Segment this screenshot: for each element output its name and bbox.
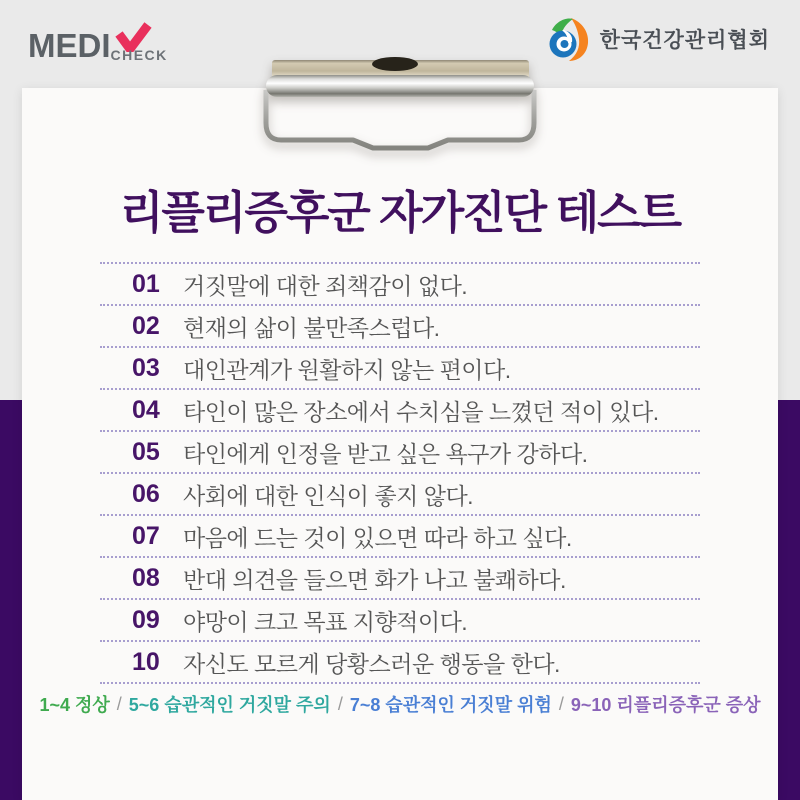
kahp-swirl-icon bbox=[544, 16, 590, 62]
checklist-row bbox=[100, 430, 700, 472]
item-number: 02 bbox=[132, 311, 160, 340]
checklist-row bbox=[100, 556, 700, 598]
kahp-logo bbox=[544, 16, 770, 62]
checklist-row bbox=[100, 262, 700, 304]
legend-segment-danger: 7~8 습관적인 거짓말 위험 bbox=[349, 695, 552, 715]
score-legend bbox=[0, 691, 800, 717]
medicheck-logo-check-text: CHECK bbox=[110, 47, 168, 63]
item-text: 야망이 크고 목표 지향적이다. bbox=[183, 608, 468, 635]
clip-wire bbox=[266, 90, 534, 148]
item-text: 사회에 대한 인식이 좋지 않다. bbox=[183, 482, 474, 509]
item-number: 08 bbox=[132, 563, 160, 592]
item-number: 09 bbox=[132, 605, 160, 634]
checklist-row bbox=[100, 514, 700, 556]
checklist-row bbox=[100, 304, 700, 346]
legend-segment-caution: 5~6 습관적인 거짓말 주의 bbox=[128, 695, 331, 715]
kahp-logo-text: 한국건강관리협회 bbox=[599, 29, 770, 52]
clipboard-clip bbox=[255, 55, 545, 160]
clip-chrome-roller bbox=[266, 75, 534, 97]
checklist-row bbox=[100, 388, 700, 430]
item-text: 타인이 많은 장소에서 수치심을 느꼈던 적이 있다. bbox=[183, 398, 659, 425]
item-number: 03 bbox=[132, 353, 160, 382]
item-text: 자신도 모르게 당황스러운 행동을 한다. bbox=[183, 650, 560, 677]
poster-title: 리플리증후군 자가진단 테스트 bbox=[119, 187, 681, 238]
legend-separator: / bbox=[337, 693, 343, 714]
item-text: 타인에게 인정을 받고 싶은 욕구가 강하다. bbox=[183, 440, 588, 467]
checklist-row bbox=[100, 472, 700, 514]
item-number: 06 bbox=[132, 479, 160, 508]
legend-separator: / bbox=[558, 693, 564, 714]
item-text: 마음에 드는 것이 있으면 따라 하고 싶다. bbox=[183, 524, 572, 551]
medicheck-logo-medi-text: MEDI bbox=[28, 27, 111, 64]
legend-segment-normal: 1~4 정상 bbox=[39, 695, 110, 715]
checklist-row bbox=[100, 640, 700, 682]
checklist-row bbox=[100, 346, 700, 388]
item-text: 대인관계가 원활하지 않는 편이다. bbox=[183, 356, 511, 383]
item-number: 01 bbox=[132, 269, 160, 298]
medicheck-logo bbox=[28, 22, 168, 62]
item-number: 07 bbox=[132, 521, 160, 550]
checklist-row bbox=[100, 598, 700, 640]
legend-separator: / bbox=[116, 693, 122, 714]
item-text: 현재의 삶이 불만족스럽다. bbox=[183, 314, 440, 341]
item-number: 04 bbox=[132, 395, 160, 424]
checklist bbox=[100, 262, 700, 684]
item-number: 10 bbox=[132, 647, 160, 676]
item-text: 거짓말에 대한 죄책감이 없다. bbox=[183, 272, 468, 299]
item-number: 05 bbox=[132, 437, 160, 466]
legend-segment-symptom: 9~10 리플리증후군 증상 bbox=[570, 695, 761, 715]
clip-hanger-notch bbox=[372, 57, 418, 71]
item-text: 반대 의견을 들으면 화가 나고 불쾌하다. bbox=[183, 566, 566, 593]
